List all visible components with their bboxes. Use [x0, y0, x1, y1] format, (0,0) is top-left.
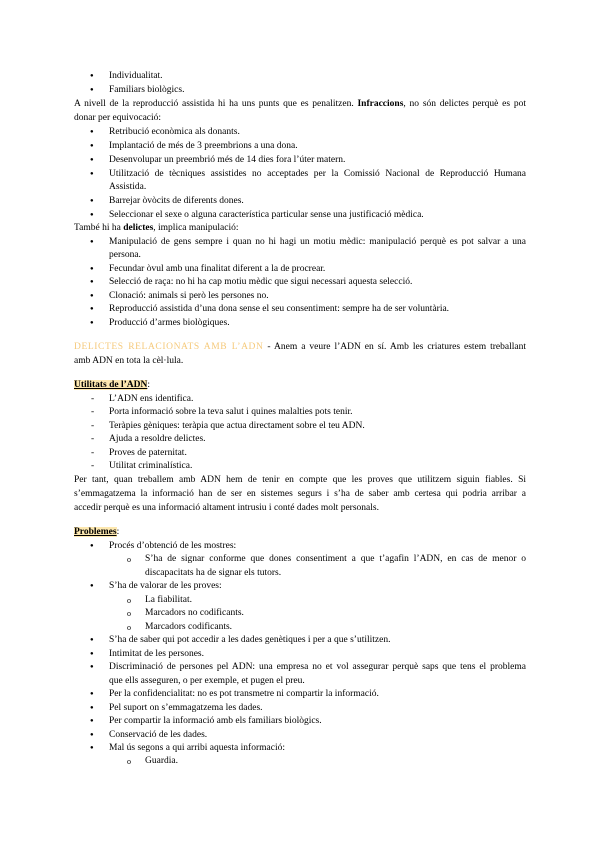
list-item: Reproducció assistida d’una dona sense el seu consentiment: sempre ha de ser voluntària. [109, 304, 450, 314]
bullet: ● [90, 171, 94, 177]
bullet: ● [90, 583, 94, 589]
list-item: Desenvolupar un preembrió més de 14 dies fora l’úter matern. [109, 155, 346, 165]
circle-bullet: o [127, 596, 131, 605]
bullet: ● [90, 239, 94, 245]
sub-list-item: S’ha de signar conforme que dones consentiment a que t’agafin l’ADN, en cas de menor o [145, 554, 526, 564]
bullet: ● [90, 745, 94, 751]
list-item: Pel suport on s’emmagatzema les dades. [109, 703, 263, 713]
list-item: Manipulació de gens sempre i quan no hi hagi un motiu mèdic: manipulació perquè es pot salvar a una [109, 237, 526, 247]
list-item: Per la confidencialitat: no es pot transmetre ni compartir la informació. [109, 689, 379, 699]
list-item: Selecció de raça: no hi ha cap motiu mèdic que sigui necessari aquesta selecció. [109, 277, 413, 287]
paragraph-line: amb ADN en tota la cèl·lula. [74, 356, 184, 366]
section-heading-line: DELICTES RELACIONATS AMB L’ADN - Anem a veure l’ADN en sí. Amb les criatures estem treballant [74, 342, 526, 352]
bullet: ● [90, 266, 94, 272]
bullet: ● [90, 718, 94, 724]
bullet: ● [90, 732, 94, 738]
list-item: Producció d’armes biològiques. [109, 318, 230, 328]
dash-bullet: - [91, 448, 95, 458]
bullet: ● [90, 705, 94, 711]
paragraph-line: També hi ha delictes, implica manipulació: [74, 223, 239, 233]
subheading: Problemes: [74, 527, 120, 537]
bullet: ● [90, 143, 94, 149]
list-item: Fecundar òvul amb una finalitat diferent a la de procrear. [109, 264, 326, 274]
bullet: ● [90, 87, 94, 93]
circle-bullet: o [127, 757, 131, 766]
list-item: Proves de paternitat. [109, 448, 187, 458]
paragraph-line: accedir perquè es una informació altament intrusiu i conté dades molt personals. [74, 503, 379, 513]
bullet: ● [90, 157, 94, 163]
list-item: Mal ús segons a qui arribi aquesta informació: [109, 743, 285, 753]
list-item: Utilització de tècniques assistides no acceptades per la Comissió Nacional de Reproducció Humana [109, 169, 526, 179]
circle-bullet: o [127, 623, 131, 632]
paragraph-line: Per tant, quan treballem amb ADN hem de tenir en compte que les proves que utilitzem siguin fiables. Si [74, 475, 526, 485]
sub-list-item-continuation: discapacitats ha de signar els tutors. [145, 568, 282, 578]
bullet: ● [90, 212, 94, 218]
list-item: Individualitat. [109, 71, 163, 81]
circle-bullet: o [127, 609, 131, 618]
list-item-continuation: persona. [109, 250, 141, 260]
list-item: S’ha de valorar de les proves: [109, 581, 222, 591]
paragraph-line: A nivell de la reproducció assistida hi ha uns punts que es penalitzen. Infraccions, no són delictes perquè es pot [74, 99, 526, 109]
bullet: ● [90, 664, 94, 670]
sub-list-item: La fiabilitat. [145, 595, 192, 605]
sub-list-item: Marcadors no codificants. [145, 608, 244, 618]
list-item: S’ha de saber qui pot accedir a les dades genètiques i per a que s’utilitzen. [109, 635, 391, 645]
list-item-continuation: Assistida. [109, 182, 147, 192]
bullet: ● [90, 320, 94, 326]
bullet: ● [90, 637, 94, 643]
list-item-continuation: que ells asseguren, o per exemple, et pugen el preu. [109, 676, 305, 686]
dash-bullet: - [91, 461, 95, 471]
bullet: ● [90, 306, 94, 312]
dash-bullet: - [91, 421, 95, 431]
list-item: Ajuda a resoldre delictes. [109, 434, 206, 444]
list-item: Intimitat de les persones. [109, 649, 204, 659]
sub-list-item: Marcadors codificants. [145, 622, 233, 632]
section-heading: DELICTES RELACIONATS AMB L’ADN [74, 342, 264, 352]
bullet: ● [90, 198, 94, 204]
bullet: ● [90, 279, 94, 285]
paragraph-line: s’emmagatzema la informació han de ser en sistemes segurs i s’ha de saber amb certesa qui podria arribar a [74, 489, 526, 499]
list-item: Discriminació de persones pel ADN: una empresa no et vol assegurar perquè saps que tens el problema [109, 662, 526, 672]
bullet: ● [90, 73, 94, 79]
subheading: Utilitats de l’ADN: [74, 380, 150, 390]
bullet: ● [90, 129, 94, 135]
bullet: ● [90, 691, 94, 697]
circle-bullet: o [127, 555, 131, 564]
dash-bullet: - [91, 434, 95, 444]
list-item: Procés d’obtenció de les mostres: [109, 541, 237, 551]
paragraph-line: donar per equivocació: [74, 113, 162, 123]
sub-list-item: Guardia. [145, 756, 178, 766]
list-item: Utilitat criminalística. [109, 461, 193, 471]
list-item: Conservació de les dades. [109, 730, 208, 740]
dash-bullet: - [91, 407, 95, 417]
bullet: ● [90, 651, 94, 657]
list-item: Per compartir la informació amb els familiars biològics. [109, 716, 322, 726]
list-item: Clonació: animals si però les persones no. [109, 291, 269, 301]
dash-bullet: - [91, 394, 95, 404]
list-item: Barrejar òvòcits de diferents dones. [109, 196, 244, 206]
list-item: L’ADN ens identifica. [109, 394, 194, 404]
list-item: Teràpies gèniques: teràpia que actua directament sobre el teu ADN. [109, 421, 365, 431]
bullet: ● [90, 293, 94, 299]
list-item: Familiars biològics. [109, 85, 185, 95]
list-item: Porta informació sobre la teva salut i quines malalties pots tenir. [109, 407, 353, 417]
list-item: Implantació de més de 3 preembrions a una dona. [109, 141, 298, 151]
list-item: Seleccionar el sexe o alguna característica particular sense una justificació mèdica. [109, 210, 424, 220]
list-item: Retribució econòmica als donants. [109, 127, 240, 137]
bullet: ● [90, 543, 94, 549]
